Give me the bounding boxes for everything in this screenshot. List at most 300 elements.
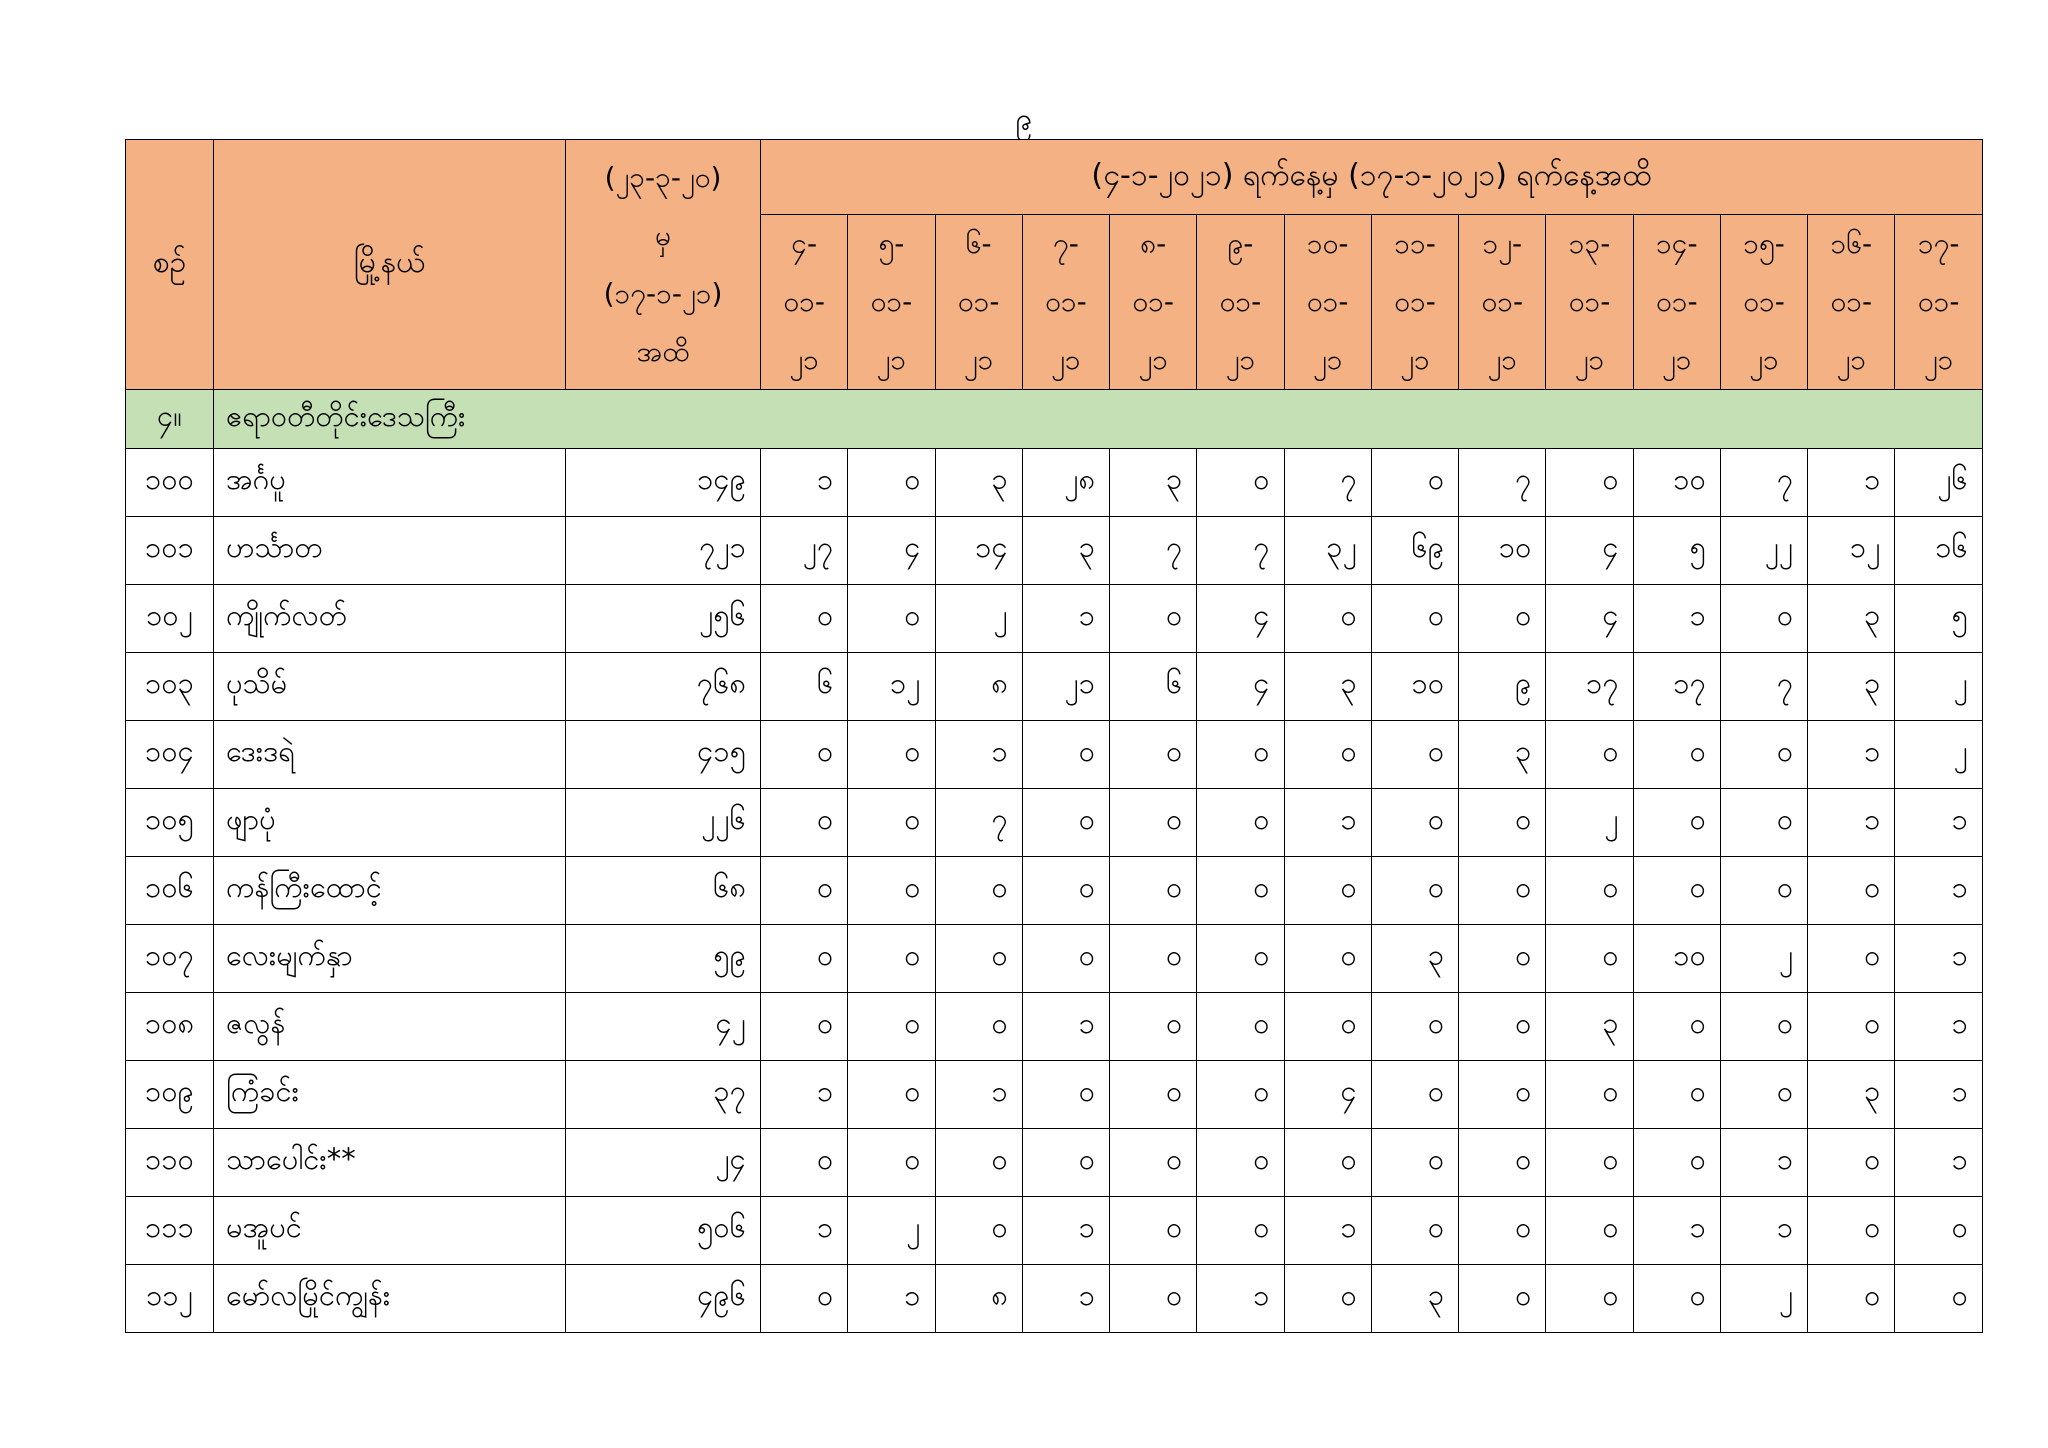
header-date-part: ၀၁- [1045, 285, 1087, 318]
row-daily-value: ၁ [1808, 789, 1895, 857]
header-total-line-4: အထိ [636, 334, 690, 368]
row-daily-value: ၃ [1110, 449, 1197, 517]
table-row [126, 925, 1983, 993]
row-daily-value: ၆ [1110, 653, 1197, 721]
header-township: မြို့နယ် [214, 140, 566, 390]
row-daily-value: ၀ [1633, 1265, 1720, 1333]
row-daily-value: ၀ [1284, 1265, 1371, 1333]
header-date-part: ၀၁- [870, 285, 913, 318]
header-cumulative-total [566, 140, 761, 390]
header-date-part: ၁၄- [1655, 227, 1698, 260]
row-daily-value: ၀ [1546, 857, 1633, 925]
row-daily-value: ၁ [1720, 1197, 1807, 1265]
row-cumulative-total: ၅၀၆ [566, 1197, 761, 1265]
row-daily-value: ၀ [1808, 857, 1895, 925]
row-daily-value: ၁ [1284, 789, 1371, 857]
row-township-name: အင်္ဂပူ [214, 449, 566, 517]
row-daily-value: ၀ [1459, 857, 1546, 925]
row-daily-value: ၁ [848, 1265, 935, 1333]
row-daily-value: ၁၇ [1546, 653, 1633, 721]
row-township-name: လေးမျက်နှာ [214, 925, 566, 993]
table-row [126, 721, 1983, 789]
header-date-part: ၀၁- [1830, 285, 1873, 318]
header-date-2 [848, 215, 935, 390]
row-daily-value: ၁ [935, 721, 1022, 789]
row-daily-value: ၄ [1546, 517, 1633, 585]
row-daily-value: ၀ [1808, 1197, 1895, 1265]
row-daily-value: ၀ [1546, 925, 1633, 993]
header-date-part: ၁၆- [1830, 227, 1873, 260]
row-serial-no: ၁၀၀ [126, 449, 214, 517]
row-daily-value: ၀ [1633, 993, 1720, 1061]
header-date-part: ၂၁ [1051, 343, 1081, 376]
row-daily-value: ၀ [1284, 585, 1371, 653]
row-daily-value: ၀ [935, 993, 1022, 1061]
row-daily-value: ၀ [1371, 1197, 1458, 1265]
row-daily-value: ၀ [1546, 1129, 1633, 1197]
row-daily-value: ၀ [1633, 1129, 1720, 1197]
header-total-line-3: (၁၇-၁-၂၁) [603, 276, 723, 310]
row-daily-value: ၁၂ [848, 653, 935, 721]
row-daily-value: ၁ [1895, 1061, 1982, 1129]
header-date-6 [1197, 215, 1284, 390]
row-daily-value: ၂ [848, 1197, 935, 1265]
header-date-part: ၀၁- [783, 285, 825, 318]
row-daily-value: ၁ [1895, 925, 1982, 993]
row-serial-no: ၁၀၅ [126, 789, 214, 857]
header-date-part: ၂၁ [1836, 343, 1867, 376]
row-daily-value: ၀ [1197, 1197, 1284, 1265]
row-township-name: ဇလွန် [214, 993, 566, 1061]
region-name: ဧရာဝတီတိုင်းဒေသကြီး [214, 390, 1983, 449]
header-date-part: ၀၁- [1568, 285, 1611, 318]
row-daily-value: ၀ [1197, 449, 1284, 517]
row-daily-value: ၄ [1197, 653, 1284, 721]
row-daily-value: ၇ [935, 789, 1022, 857]
row-daily-value: ၃ [1371, 1265, 1458, 1333]
row-daily-value: ၁ [1895, 993, 1982, 1061]
row-daily-value: ၀ [1633, 1061, 1720, 1129]
row-daily-value: ၁ [1284, 1197, 1371, 1265]
row-township-name: ကြံခင်း [214, 1061, 566, 1129]
row-daily-value: ၀ [848, 585, 935, 653]
row-daily-value: ၀ [848, 789, 935, 857]
table-row [126, 993, 1983, 1061]
row-daily-value: ၀ [1808, 993, 1895, 1061]
row-daily-value: ၀ [1371, 993, 1458, 1061]
row-daily-value: ၄ [848, 517, 935, 585]
row-daily-value: ၀ [1808, 1265, 1895, 1333]
header-date-part: ၀၁- [1132, 285, 1174, 318]
table-row [126, 653, 1983, 721]
row-daily-value: ၁ [761, 449, 848, 517]
row-daily-value: ၇ [1197, 517, 1284, 585]
header-date-part: ၂၁ [1749, 343, 1779, 376]
row-serial-no: ၁၀၂ [126, 585, 214, 653]
row-daily-value: ၃ [935, 449, 1022, 517]
header-date-part: ၂၁ [1400, 343, 1430, 376]
header-date-11 [1633, 215, 1720, 390]
row-daily-value: ၀ [1284, 857, 1371, 925]
row-cumulative-total: ၂၅၆ [566, 585, 761, 653]
row-cumulative-total: ၃၇ [566, 1061, 761, 1129]
header-date-part: ၂၁ [1923, 343, 1954, 376]
row-daily-value: ၀ [935, 1197, 1022, 1265]
header-date-10 [1546, 215, 1633, 390]
row-serial-no: ၁၀၄ [126, 721, 214, 789]
row-daily-value: ၃ [1808, 585, 1895, 653]
row-daily-value: ၇ [1720, 449, 1807, 517]
row-daily-value: ၀ [1284, 721, 1371, 789]
row-daily-value: ၂ [1546, 789, 1633, 857]
row-daily-value: ၀ [1633, 721, 1720, 789]
row-serial-no: ၁၁၂ [126, 1265, 214, 1333]
row-daily-value: ၁၂ [1808, 517, 1895, 585]
row-daily-value: ၂ [1895, 653, 1982, 721]
header-date-part: ၆- [965, 227, 992, 260]
row-daily-value: ၁ [1022, 1265, 1109, 1333]
table-row [126, 857, 1983, 925]
row-daily-value: ၀ [1110, 1129, 1197, 1197]
header-date-part: ၀၁- [1219, 285, 1262, 318]
header-date-8 [1371, 215, 1458, 390]
row-daily-value: ၃ [1459, 721, 1546, 789]
row-daily-value: ၀ [1022, 1129, 1109, 1197]
row-cumulative-total: ၁၄၉ [566, 449, 761, 517]
row-daily-value: ၀ [1371, 585, 1458, 653]
row-daily-value: ၀ [761, 993, 848, 1061]
table-body [126, 390, 1983, 1333]
row-daily-value: ၀ [1808, 925, 1895, 993]
region-number: ၄။ [126, 390, 214, 449]
row-daily-value: ၂၈ [1022, 449, 1109, 517]
row-daily-value: ၁၆ [1895, 517, 1982, 585]
header-date-part: ၅- [878, 227, 905, 260]
table-row [126, 1265, 1983, 1333]
row-daily-value: ၀ [1371, 1061, 1458, 1129]
row-daily-value: ၀ [1022, 1061, 1109, 1129]
table-row [126, 1197, 1983, 1265]
row-daily-value: ၀ [1546, 1061, 1633, 1129]
row-daily-value: ၀ [1197, 721, 1284, 789]
row-cumulative-total: ၄၂ [566, 993, 761, 1061]
row-daily-value: ၀ [935, 857, 1022, 925]
row-daily-value: ၀ [1110, 1265, 1197, 1333]
row-daily-value: ၀ [1197, 993, 1284, 1061]
header-date-5 [1110, 215, 1197, 390]
row-daily-value: ၂ [1720, 925, 1807, 993]
row-daily-value: ၀ [1720, 585, 1807, 653]
row-daily-value: ၀ [1546, 1197, 1633, 1265]
header-serial-no: စဉ် [126, 140, 214, 390]
header-date-part: ၂၁ [1312, 343, 1343, 376]
row-daily-value: ၀ [1459, 1061, 1546, 1129]
row-daily-value: ၃ [1546, 993, 1633, 1061]
row-cumulative-total: ၇၂၁ [566, 517, 761, 585]
row-daily-value: ၀ [1284, 925, 1371, 993]
row-township-name: ပုသိမ် [214, 653, 566, 721]
row-township-name: မော်လမြိုင်ကျွန်း [214, 1265, 566, 1333]
header-date-part: ၀၁- [1481, 285, 1524, 318]
row-serial-no: ၁၀၆ [126, 857, 214, 925]
row-daily-value: ၂ [935, 585, 1022, 653]
row-daily-value: ၂၁ [1022, 653, 1109, 721]
row-daily-value: ၀ [1110, 925, 1197, 993]
row-daily-value: ၁ [761, 1197, 848, 1265]
table-row [126, 585, 1983, 653]
row-daily-value: ၀ [1371, 789, 1458, 857]
row-serial-no: ၁၀၈ [126, 993, 214, 1061]
row-daily-value: ၇ [1720, 653, 1807, 721]
row-cumulative-total: ၄၁၅ [566, 721, 761, 789]
row-daily-value: ၀ [1371, 721, 1458, 789]
row-daily-value: ၀ [848, 721, 935, 789]
row-daily-value: ၀ [848, 1061, 935, 1129]
row-daily-value: ၀ [1110, 993, 1197, 1061]
row-daily-value: ၁၇ [1633, 653, 1720, 721]
row-daily-value: ၀ [1459, 993, 1546, 1061]
row-daily-value: ၀ [1808, 1129, 1895, 1197]
row-township-name: ဖျာပုံ [214, 789, 566, 857]
row-daily-value: ၁ [1022, 993, 1109, 1061]
row-serial-no: ၁၁၁ [126, 1197, 214, 1265]
table-row [126, 1061, 1983, 1129]
header-date-7 [1284, 215, 1371, 390]
row-daily-value: ၁ [1808, 721, 1895, 789]
header-date-part: ၂၁ [789, 343, 819, 376]
row-daily-value: ၀ [848, 1129, 935, 1197]
row-daily-value: ၀ [1633, 789, 1720, 857]
header-date-part: ၄- [791, 227, 818, 260]
row-daily-value: ၀ [1720, 721, 1807, 789]
row-daily-value: ၀ [848, 449, 935, 517]
row-daily-value: ၆ [761, 653, 848, 721]
table-header [126, 140, 1983, 390]
header-date-part: ၁၃- [1568, 227, 1611, 260]
header-total-line-2: မှ [655, 218, 671, 252]
header-date-part: ၇- [1053, 227, 1079, 260]
row-daily-value: ၀ [761, 925, 848, 993]
header-date-part: ၂၁ [1225, 343, 1256, 376]
header-date-part: ၂၁ [1574, 343, 1605, 376]
header-date-13 [1808, 215, 1895, 390]
row-daily-value: ၈ [935, 1265, 1022, 1333]
row-daily-value: ၄ [1284, 1061, 1371, 1129]
row-daily-value: ၁ [1633, 1197, 1720, 1265]
header-date-part: ၀၁- [1655, 285, 1698, 318]
row-daily-value: ၅ [1633, 517, 1720, 585]
header-date-part: ၉- [1227, 227, 1254, 260]
row-daily-value: ၂ [1895, 721, 1982, 789]
row-daily-value: ၀ [1371, 857, 1458, 925]
header-date-part: ၁၁- [1394, 227, 1436, 260]
row-daily-value: ၂၆ [1895, 449, 1982, 517]
header-date-14 [1895, 215, 1982, 390]
row-daily-value: ၀ [1895, 1197, 1982, 1265]
header-date-part: ၁၅- [1743, 227, 1785, 260]
row-daily-value: ၀ [848, 857, 935, 925]
row-daily-value: ၃ [1022, 517, 1109, 585]
row-daily-value: ၃၂ [1284, 517, 1371, 585]
row-daily-value: ၇ [1110, 517, 1197, 585]
row-daily-value: ၁၀ [1633, 449, 1720, 517]
row-daily-value: ၁ [935, 1061, 1022, 1129]
row-daily-value: ၀ [1110, 857, 1197, 925]
row-daily-value: ၀ [1022, 789, 1109, 857]
header-date-part: ၁၇- [1917, 227, 1960, 260]
row-daily-value: ၀ [1197, 789, 1284, 857]
row-daily-value: ၀ [1459, 925, 1546, 993]
row-daily-value: ၀ [1110, 789, 1197, 857]
row-daily-value: ၅ [1895, 585, 1982, 653]
row-daily-value: ၁၀ [1459, 517, 1546, 585]
row-daily-value: ၀ [1720, 789, 1807, 857]
row-cumulative-total: ၆၈ [566, 857, 761, 925]
row-daily-value: ၀ [1633, 857, 1720, 925]
header-date-part: ၀၁- [1917, 285, 1960, 318]
row-daily-value: ၁ [1022, 1197, 1109, 1265]
row-township-name: ကျိုက်လတ် [214, 585, 566, 653]
header-date-part: ၁၀- [1306, 227, 1349, 260]
row-daily-value: ၀ [848, 993, 935, 1061]
row-daily-value: ၀ [1110, 721, 1197, 789]
row-daily-value: ၀ [1459, 789, 1546, 857]
header-date-part: ၀၁- [1306, 285, 1349, 318]
header-date-4 [1022, 215, 1109, 390]
header-date-part: ၂၁ [1487, 343, 1518, 376]
row-daily-value: ၁၀ [1633, 925, 1720, 993]
table-row [126, 1129, 1983, 1197]
row-daily-value: ၀ [1022, 925, 1109, 993]
row-serial-no: ၁၀၇ [126, 925, 214, 993]
row-serial-no: ၁၀၉ [126, 1061, 214, 1129]
header-date-range: (၄-၁-၂၀၂၁) ရက်နေ့မှ (၁၇-၁-၂၀၂၁) ရက်နေ့အထိ [761, 140, 1983, 215]
row-daily-value: ၀ [1895, 1265, 1982, 1333]
row-daily-value: ၂၇ [761, 517, 848, 585]
header-date-part: ၁၂- [1482, 227, 1523, 260]
row-daily-value: ၁ [1197, 1265, 1284, 1333]
row-daily-value: ၀ [761, 721, 848, 789]
row-township-name: မအူပင် [214, 1197, 566, 1265]
row-daily-value: ၉ [1459, 653, 1546, 721]
row-cumulative-total: ၂၄ [566, 1129, 761, 1197]
row-daily-value: ၀ [1371, 1129, 1458, 1197]
row-daily-value: ၂၂ [1720, 517, 1807, 585]
row-daily-value: ၀ [1720, 857, 1807, 925]
row-daily-value: ၈ [935, 653, 1022, 721]
row-daily-value: ၁ [1895, 789, 1982, 857]
table-row [126, 449, 1983, 517]
row-daily-value: ၃ [1371, 925, 1458, 993]
row-daily-value: ၁ [1808, 449, 1895, 517]
row-daily-value: ၀ [761, 857, 848, 925]
row-daily-value: ၀ [848, 925, 935, 993]
row-daily-value: ၀ [761, 585, 848, 653]
row-daily-value: ၁ [761, 1061, 848, 1129]
header-date-1 [761, 215, 848, 390]
row-daily-value: ၄ [1197, 585, 1284, 653]
row-daily-value: ၀ [1459, 1129, 1546, 1197]
row-daily-value: ၀ [1022, 857, 1109, 925]
row-daily-value: ၀ [1284, 993, 1371, 1061]
row-daily-value: ၀ [761, 1129, 848, 1197]
page-number: ၉ [1015, 102, 1033, 137]
row-cumulative-total: ၂၂၆ [566, 789, 761, 857]
row-daily-value: ၁ [1633, 585, 1720, 653]
row-daily-value: ၀ [1720, 993, 1807, 1061]
row-daily-value: ၀ [1720, 1061, 1807, 1129]
row-daily-value: ၀ [761, 789, 848, 857]
header-date-part: ၂၁ [876, 343, 907, 376]
row-daily-value: ၃ [1808, 1061, 1895, 1129]
row-daily-value: ၃ [1808, 653, 1895, 721]
row-daily-value: ၄ [1546, 585, 1633, 653]
row-daily-value: ၁၀ [1371, 653, 1458, 721]
row-daily-value: ၀ [1459, 585, 1546, 653]
row-daily-value: ၂ [1720, 1265, 1807, 1333]
table-row [126, 517, 1983, 585]
header-date-12 [1720, 215, 1807, 390]
header-total-line-1: (၂၃-၃-၂၀) [604, 160, 722, 194]
row-daily-value: ၀ [1284, 1129, 1371, 1197]
row-daily-value: ၀ [1022, 721, 1109, 789]
row-daily-value: ၀ [1197, 1129, 1284, 1197]
row-daily-value: ၆၉ [1371, 517, 1458, 585]
header-date-part: ၀၁- [1394, 285, 1436, 318]
row-township-name: ဟင်္သာတ [214, 517, 566, 585]
row-daily-value: ၁ [1895, 857, 1982, 925]
row-daily-value: ၀ [1371, 449, 1458, 517]
header-date-3 [935, 215, 1022, 390]
row-daily-value: ၀ [935, 1129, 1022, 1197]
header-date-part: ၂၁ [1138, 343, 1168, 376]
row-cumulative-total: ၇၆၈ [566, 653, 761, 721]
header-date-part: ၀၁- [957, 285, 1000, 318]
row-daily-value: ၀ [1110, 1197, 1197, 1265]
row-cumulative-total: ၄၉၆ [566, 1265, 761, 1333]
row-township-name: သာပေါင်း** [214, 1129, 566, 1197]
region-row [126, 390, 1983, 449]
row-daily-value: ၀ [1459, 1197, 1546, 1265]
row-daily-value: ၇ [1284, 449, 1371, 517]
header-date-9 [1459, 215, 1546, 390]
row-daily-value: ၀ [1197, 857, 1284, 925]
header-date-part: ၂၁ [1662, 343, 1692, 376]
header-date-part: ၈- [1140, 227, 1167, 260]
row-daily-value: ၁ [1022, 585, 1109, 653]
row-daily-value: ၇ [1459, 449, 1546, 517]
row-daily-value: ၀ [761, 1265, 848, 1333]
covid-cases-table [125, 139, 1983, 1333]
row-daily-value: ၀ [1546, 1265, 1633, 1333]
row-daily-value: ၀ [1197, 1061, 1284, 1129]
row-daily-value: ၀ [1459, 1265, 1546, 1333]
row-daily-value: ၁ [1720, 1129, 1807, 1197]
row-daily-value: ၀ [1110, 1061, 1197, 1129]
row-daily-value: ၀ [1546, 721, 1633, 789]
row-daily-value: ၀ [1197, 925, 1284, 993]
row-daily-value: ၀ [1546, 449, 1633, 517]
row-serial-no: ၁၁၀ [126, 1129, 214, 1197]
row-township-name: ကန်ကြီးထောင့် [214, 857, 566, 925]
row-serial-no: ၁၀၁ [126, 517, 214, 585]
row-township-name: ဒေးဒရဲ [214, 721, 566, 789]
row-serial-no: ၁၀၃ [126, 653, 214, 721]
row-daily-value: ၁၄ [935, 517, 1022, 585]
header-date-part: ၀၁- [1743, 285, 1785, 318]
row-cumulative-total: ၅၉ [566, 925, 761, 993]
row-daily-value: ၀ [935, 925, 1022, 993]
